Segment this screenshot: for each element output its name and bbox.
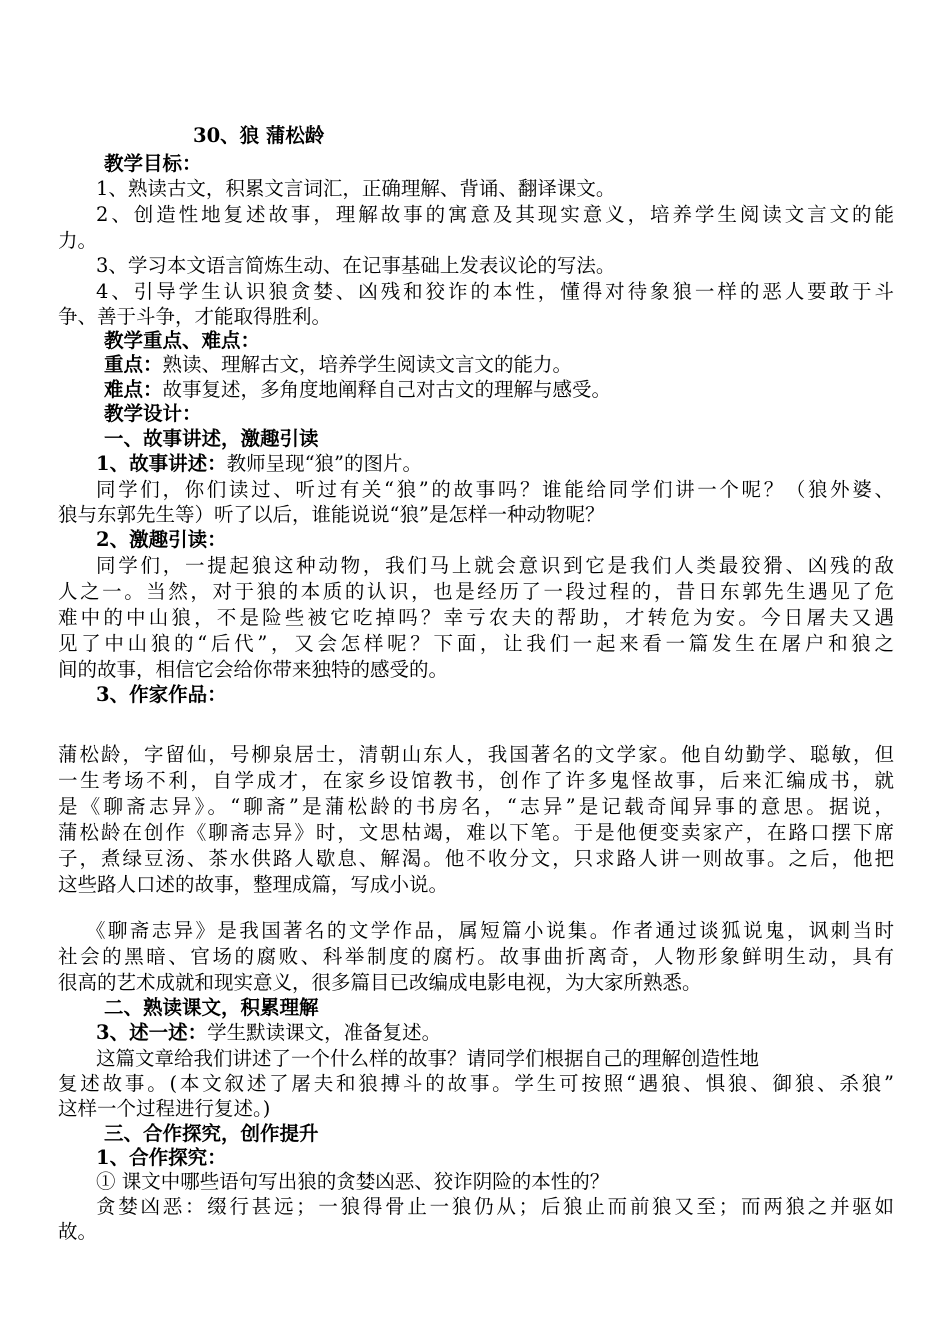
retell-label: 3、述一述： [96, 1021, 208, 1044]
interest-para-line-4: 见了中山狼的“后代”，又会怎样呢？下面，让我们一起来看一篇发生在屠户和狼之 [58, 632, 894, 655]
objective-2-line-1: 2、创造性地复述故事，理解故事的寓意及其现实意义，培养学生阅读文言文的能 [96, 203, 894, 226]
answer-1-line-1: 贪婪凶恶：缀行甚远；一狼得骨止一狼仍从；后狼止而前狼又至；而两狼之并驱如 [96, 1195, 894, 1218]
retell-para-line-1: 这篇文章给我们讲述了一个什么样的故事？请同学们根据自己的理解创造性地 [96, 1047, 760, 1070]
story-para-line-1: 同学们，你们读过、听过有关“狼”的故事吗？谁能给同学们讲一个呢？（狼外婆、 [96, 478, 894, 501]
author-para-line-6: 这些路人口述的故事，整理成篇，写成小说。 [58, 873, 449, 896]
key-text: 熟读、理解古文，培养学生阅读文言文的能力。 [162, 353, 573, 376]
objective-3: 3、学习本文语言简炼生动、在记事基础上发表议论的写法。 [96, 254, 616, 277]
work-para-line-1: 《聊斋志异》是我国著名的文学作品，属短篇小说集。作者通过谈狐说鬼，讽刺当时 [86, 919, 894, 942]
author-para-line-5: 子，煮绿豆汤、茶水供路人歇息、解渴。他不收分文，只求路人讲一则故事。之后，他把 [58, 847, 894, 870]
key-label: 重点： [104, 353, 163, 376]
author-para-line-2: 一生考场不利，自学成才，在家乡设馆教书，创作了许多鬼怪故事，后来汇编成书，就 [58, 769, 894, 792]
objective-1: 1、熟读古文，积累文言词汇，正确理解、背诵、翻译课文。 [96, 177, 616, 200]
author-works-label: 3、作家作品： [96, 683, 227, 706]
question-1: ① 课文中哪些语句写出狼的贪婪凶恶、狡诈阴险的本性的？ [96, 1170, 610, 1193]
difficulty-label: 难点： [104, 378, 163, 401]
section-3-heading: 三、合作探究，创作提升 [104, 1122, 319, 1145]
work-para-line-3: 很高的艺术成就和现实意义，很多篇目已改编成电影电视，为大家所熟悉。 [58, 971, 702, 994]
design-heading: 教学设计： [104, 402, 202, 425]
story-telling-text: 教师呈现“狼”的图片。 [226, 452, 423, 475]
story-para-line-2: 狼与东郭先生等）听了以后，谁能说说“狼”是怎样一种动物呢？ [58, 503, 605, 526]
author-para-line-3: 是《聊斋志异》。“聊斋”是蒲松龄的书房名，“志异”是记载奇闻异事的意思。据说， [58, 795, 894, 818]
answer-1-line-2: 故。 [58, 1220, 98, 1243]
objective-2-line-2: 力。 [58, 229, 98, 252]
section-2-heading: 二、熟读课文，积累理解 [104, 996, 319, 1019]
cooperation-label: 1、合作探究： [96, 1146, 227, 1169]
interest-para-line-1: 同学们，一提起狼这种动物，我们马上就会意识到它是我们人类最狡猾、凶残的敌 [96, 554, 894, 577]
story-telling-label: 1、故事讲述： [96, 452, 227, 475]
retell [96, 1019, 932, 1047]
interest-para-line-5: 间的故事，相信它会给你带来独特的感受的。 [58, 658, 449, 681]
author-para-line-4: 蒲松龄在创作《聊斋志异》时，文思枯竭，难以下笔。于是他便变卖家产，在路口摆下席 [58, 821, 894, 844]
author-para-line-1: 蒲松龄，字留仙，号柳泉居士，清朝山东人，我国著名的文学家。他自幼勤学、聪敏，但 [58, 743, 894, 766]
story-telling [96, 450, 932, 478]
retell-para-line-2: 复述故事。(本文叙述了屠夫和狼搏斗的故事。学生可按照“遇狼、惧狼、御狼、杀狼” [58, 1072, 894, 1095]
key-point [104, 351, 940, 379]
section-1-heading: 一、故事讲述，激趣引读 [104, 427, 319, 450]
key-points-heading: 教学重点、难点： [104, 329, 261, 352]
interest-para-line-3: 难中的中山狼，不是险些被它吃掉吗？幸亏农夫的帮助，才转危为安。今日屠夫又遇 [58, 606, 894, 629]
difficulty-text: 故事复述，多角度地阐释自己对古文的理解与感受。 [162, 378, 612, 401]
interest-para-line-2: 人之一。当然，对于狼的本质的认识，也是经历了一段过程的，昔日东郭先生遇见了危 [58, 580, 894, 603]
retell-text: 学生默读课文，准备复述。 [207, 1021, 442, 1044]
objective-4-line-1: 4、引导学生认识狼贪婪、凶残和狡诈的本性，懂得对待象狼一样的恶人要敢于斗 [96, 280, 894, 303]
work-para-line-2: 社会的黑暗、官场的腐败、科举制度的腐朽。故事曲折离奇，人物形象鲜明生动，具有 [58, 945, 894, 968]
objective-4-line-2: 争、善于斗争，才能取得胜利。 [58, 305, 332, 328]
objectives-heading: 教学目标： [104, 152, 202, 175]
interest-reading-label: 2、激趣引读： [96, 528, 227, 551]
page-title: 30、狼 蒲松龄 [193, 124, 325, 147]
retell-para-line-3: 这样一个过程进行复述。) [58, 1097, 271, 1120]
